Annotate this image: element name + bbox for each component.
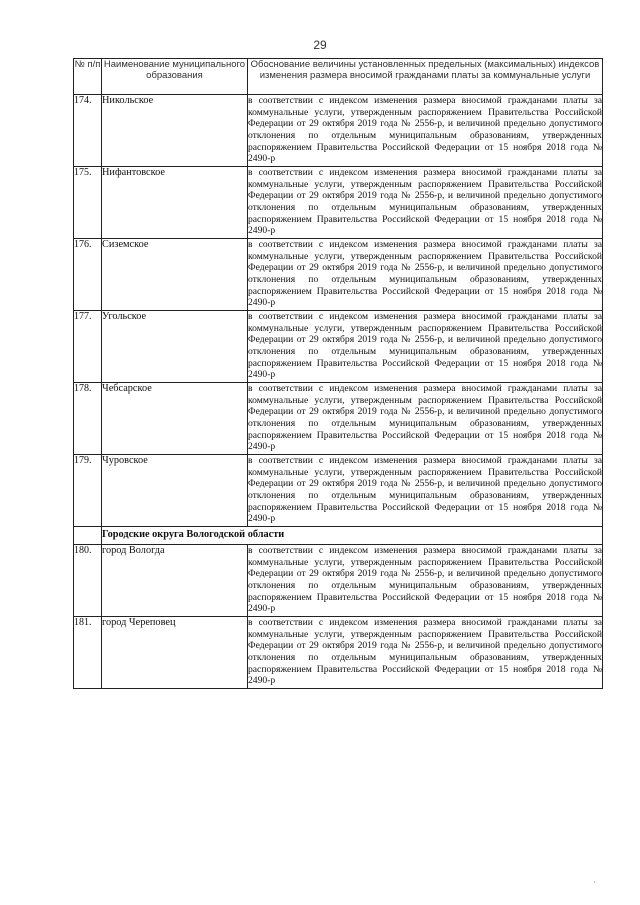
header-basis: Обоснование величины установленных предельных (максимальных) индексов изменения размера вносимой гражданами платы за коммунальные услуги [248, 59, 603, 95]
table-row [74, 95, 603, 167]
table-body-group-2 [74, 545, 603, 689]
row-number: 177. [74, 311, 102, 383]
table-row [74, 383, 603, 455]
municipality-name: Сиземское [102, 239, 248, 311]
row-number: 181. [74, 617, 102, 689]
stray-mark: · [593, 878, 596, 887]
section-spacer-cell [74, 527, 102, 545]
municipality-name: город Вологда [102, 545, 248, 617]
basis-text: в соответствии с индексом изменения размера вносимой гражданами платы за коммунальные услуги, утвержденным распоряжением Правительства Российской Федерации от 29 октября 2019 года № 2556-р, и величиной предельно допустимого отклонения по отдельным муниципальным образованиям, утвержденных распоряжением Правительства Российской Федерации от 15 ноября 2018 года № 2490-р [248, 239, 603, 311]
basis-text: в соответствии с индексом изменения размера вносимой гражданами платы за коммунальные услуги, утвержденным распоряжением Правительства Российской Федерации от 29 октября 2019 года № 2556-р, и величиной предельно допустимого отклонения по отдельным муниципальным образованиям, утвержденных распоряжением Правительства Российской Федерации от 15 ноября 2018 года № 2490-р [248, 95, 603, 167]
table-row [74, 455, 603, 527]
table-body-group-1 [74, 95, 603, 527]
basis-text: в соответствии с индексом изменения размера вносимой гражданами платы за коммунальные услуги, утвержденным распоряжением Правительства Российской Федерации от 29 октября 2019 года № 2556-р, и величиной предельно допустимого отклонения по отдельным муниципальным образованиям, утвержденных распоряжением Правительства Российской Федерации от 15 ноября 2018 года № 2490-р [248, 455, 603, 527]
table-row [74, 311, 603, 383]
row-number: 175. [74, 167, 102, 239]
table-header-row [74, 59, 603, 95]
basis-text: в соответствии с индексом изменения размера вносимой гражданами платы за коммунальные услуги, утвержденным распоряжением Правительства Российской Федерации от 29 октября 2019 года № 2556-р, и величиной предельно допустимого отклонения по отдельным муниципальным образованиям, утвержденных распоряжением Правительства Российской Федерации от 15 ноября 2018 года № 2490-р [248, 383, 603, 455]
row-number: 176. [74, 239, 102, 311]
row-number: 180. [74, 545, 102, 617]
municipality-name: Никольское [102, 95, 248, 167]
municipality-name: город Череповец [102, 617, 248, 689]
municipality-name: Чебсарское [102, 383, 248, 455]
tariff-index-table [73, 58, 603, 689]
basis-text: в соответствии с индексом изменения размера вносимой гражданами платы за коммунальные услуги, утвержденным распоряжением Правительства Российской Федерации от 29 октября 2019 года № 2556-р, и величиной предельно допустимого отклонения по отдельным муниципальным образованиям, утвержденных распоряжением Правительства Российской Федерации от 15 ноября 2018 года № 2490-р [248, 311, 603, 383]
table-row [74, 167, 603, 239]
row-number: 179. [74, 455, 102, 527]
section-row [74, 527, 603, 545]
row-number: 174. [74, 95, 102, 167]
basis-text: в соответствии с индексом изменения размера вносимой гражданами платы за коммунальные услуги, утвержденным распоряжением Правительства Российской Федерации от 29 октября 2019 года № 2556-р, и величиной предельно допустимого отклонения по отдельным муниципальным образованиям, утвержденных распоряжением Правительства Российской Федерации от 15 ноября 2018 года № 2490-р [248, 167, 603, 239]
section-title: Городские округа Вологодской области [102, 527, 603, 545]
municipality-name: Угольское [102, 311, 248, 383]
row-number: 178. [74, 383, 102, 455]
table-row [74, 545, 603, 617]
table-row [74, 239, 603, 311]
table-row [74, 617, 603, 689]
basis-text: в соответствии с индексом изменения размера вносимой гражданами платы за коммунальные услуги, утвержденным распоряжением Правительства Российской Федерации от 29 октября 2019 года № 2556-р, и величиной предельно допустимого отклонения по отдельным муниципальным образованиям, утвержденных распоряжением Правительства Российской Федерации от 15 ноября 2018 года № 2490-р [248, 617, 603, 689]
basis-text: в соответствии с индексом изменения размера вносимой гражданами платы за коммунальные услуги, утвержденным распоряжением Правительства Российской Федерации от 29 октября 2019 года № 2556-р, и величиной предельно допустимого отклонения по отдельным муниципальным образованиям, утвержденных распоряжением Правительства Российской Федерации от 15 ноября 2018 года № 2490-р [248, 545, 603, 617]
section-header [74, 527, 603, 545]
municipality-name: Чуровское [102, 455, 248, 527]
municipality-name: Нифантовское [102, 167, 248, 239]
header-name: Наименование муниципального образования [102, 59, 248, 95]
page-number: 29 [313, 38, 327, 52]
header-num: № п/п [74, 59, 102, 95]
